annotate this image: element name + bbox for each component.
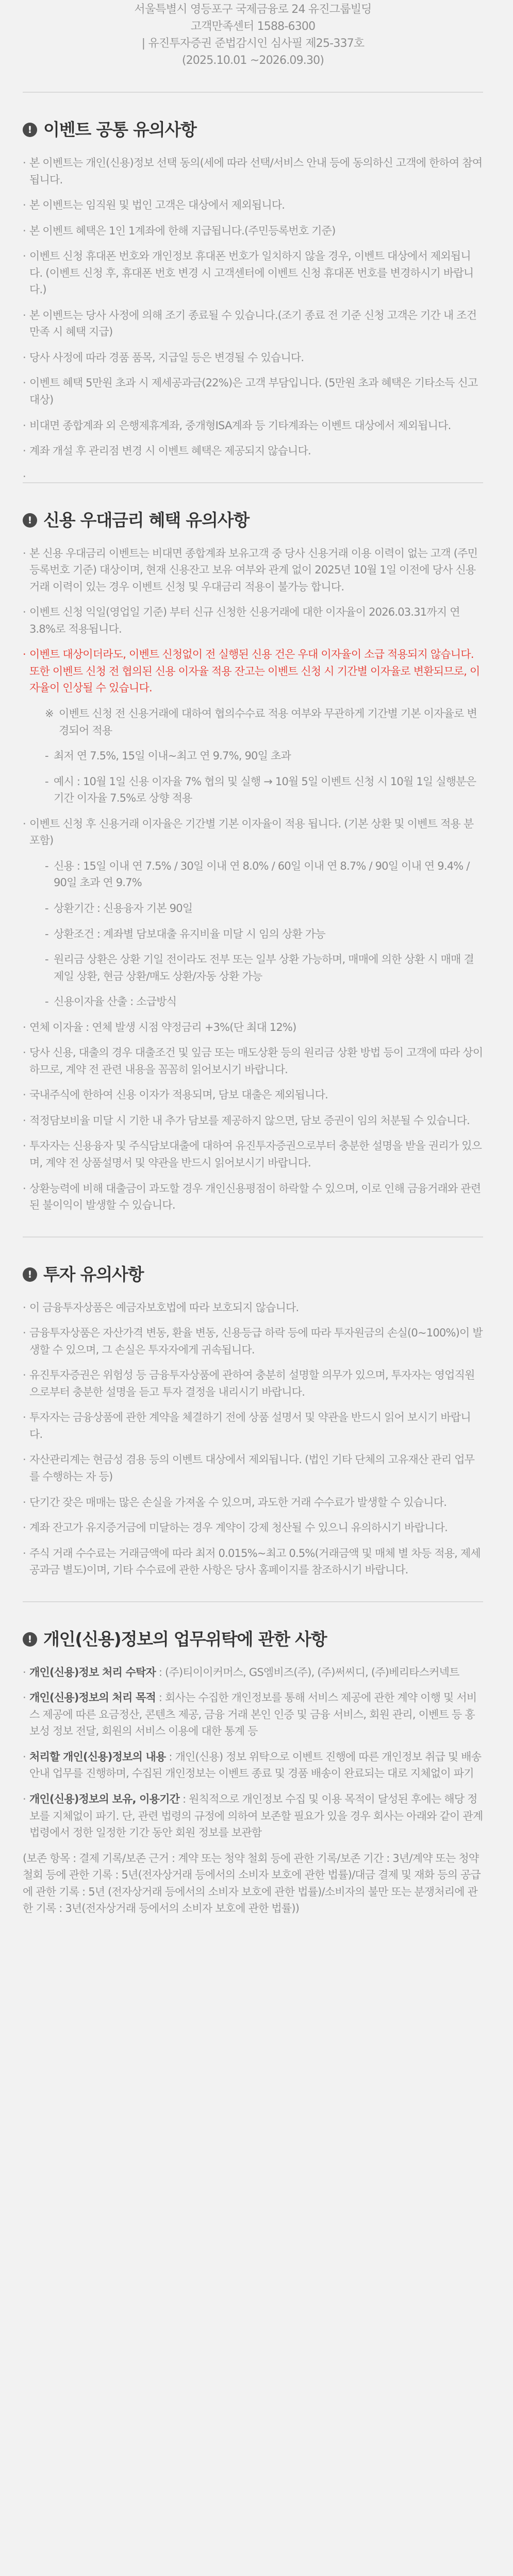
item-label: 개인(신용)정보 처리 수탁자 bbox=[29, 1666, 156, 1679]
list-item: · 유진투자증권은 위험성 등 금융투자상품에 관하여 충분히 설명할 의무가 있으며, 투자자는 영업직원으로부터 충분한 설명을 듣고 투자 결정을 내리시기 바랍니다. bbox=[23, 1367, 483, 1400]
section-title: 개인(신용)정보의 업무위탁에 관한 사항 bbox=[43, 1629, 327, 1649]
exclamation-icon: ! bbox=[23, 513, 37, 528]
item-text: : 개인(신용) 정보 위탁으로 이벤트 진행에 따른 개인정보 취급 및 배송 안내 업무를 진행하며, 수집된 개인정보는 이벤트 종료 및 경품 배송이 완료되는 대로 지체없이 파기 bbox=[29, 1750, 482, 1780]
credit-rate-section bbox=[23, 510, 483, 1214]
note-text: 이벤트 신청 전 신용거래에 대하여 협의수수료 적용 여부와 무관하게 기간별 기본 이자율로 변경되어 적용 bbox=[59, 707, 477, 737]
sub-text: 최저 연 7.5%, 15일 이내~최고 연 9.7%, 90일 초과 bbox=[54, 750, 291, 762]
event-notice-section bbox=[23, 120, 483, 460]
list-item: · 이벤트 신청 익일(영업일 기준) 부터 신규 신청한 신용거래에 대한 이자율이 2026.03.31까지 연 3.8%로 적용됩니다. bbox=[23, 604, 483, 637]
list-item: · 이 금융투자상품은 예금자보호법에 따라 보호되지 않습니다. bbox=[23, 1299, 483, 1316]
section-title: 신용 우대금리 혜택 유의사항 bbox=[43, 510, 250, 530]
list-item: · 이벤트 신청 후 신용거래 이자율은 기간별 기본 이자율이 적용 됩니다. (기본 상환 및 이벤트 적용 분 포함) bbox=[23, 816, 483, 849]
list-item: · 연체 이자율 : 연체 발생 시점 약정금리 +3%(단 최대 12%) bbox=[23, 1019, 483, 1036]
list-item: · 비대면 종합계좌 외 은행제휴계좌, 중개형ISA계좌 등 기타계좌는 이벤트 대상에서 제외됩니다. bbox=[23, 417, 483, 434]
company-address: 서울특별시 영등포구 국제금융로 24 유진그룹빌딩 bbox=[134, 3, 372, 16]
customer-center: 고객만족센터 1588-6300 bbox=[190, 20, 316, 33]
retention-note: (보존 항목 : 결제 기록/보존 근거 : 계약 또는 청약 철회 등에 관한 기록/보존 기간 : 3년/계약 또는 청약 철회 등에 관한 기록 : 5년(전자상거래 등에서의 소비자 보호에 관한 법률)/대금 결제 및 재화 등의 공급에 관한 기록 : 5년 (전자상거래 등에서의 소비자 보호에 관한 법률)/소비자의 불만 또는 분쟁처리에 관한 기록 : 3년(전자상거래 등에서의 소비자 보호에 관한 법률)) bbox=[23, 1852, 481, 1915]
exclamation-icon: ! bbox=[23, 1267, 37, 1282]
list-item bbox=[23, 1749, 483, 1782]
item-text: : 회사는 수집한 개인정보를 통해 서비스 제공에 관한 계약 이행 및 서비스 제공에 따른 요금정산, 콘텐츠 제공, 금융 거래 본인 인증 및 금융 서비스, 회원 관리, 이벤트 등 홍보성 정보 전달, 회원의 서비스 이용에 대한 통계 등 bbox=[29, 1691, 477, 1738]
section-title: 이벤트 공통 유의사항 bbox=[43, 120, 196, 140]
list-item: · 단기간 잦은 매매는 많은 손실을 가져올 수 있으며, 과도한 거래 수수료가 발생할 수 있습니다. bbox=[23, 1494, 483, 1511]
section-header bbox=[23, 120, 483, 140]
exclamation-icon: ! bbox=[23, 123, 37, 137]
list-item bbox=[23, 1664, 483, 1681]
list-item: · 본 신용 우대금리 이벤트는 비대면 종합계좌 보유고객 중 당사 신용거래 이용 이력이 없는 고객 (주민등록번호 기준) 대상이며, 현재 신용잔고 보유 여부와 관계 없이 2025년 10월 1일 이전에 당사 신용 거래 이력이 있는 경우 이벤트 신청 및 우대금리 적용이 불가능 합니다. bbox=[23, 545, 483, 596]
item-label: 처리할 개인(신용)정보의 내용 bbox=[29, 1750, 166, 1763]
dash-mark: - bbox=[45, 859, 48, 872]
list-item: · 이벤트 혜택 5만원 초과 시 제세공과금(22%)은 고객 부담입니다. (5만원 초과 혜택은 기타소득 신고 대상) bbox=[23, 375, 483, 408]
list-item: · 금융투자상품은 자산가격 변동, 환율 변동, 신용등급 하락 등에 따라 투자원금의 손실(0~100%)이 발생할 수 있으며, 그 손실은 투자자에게 귀속됩니다. bbox=[23, 1325, 483, 1358]
list-item: · 이벤트 신청 휴대폰 번호와 개인정보 휴대폰 번호가 일치하지 않을 경우, 이벤트 대상에서 제외됩니다. (이벤트 신청 후, 휴대폰 번호 변경 시 고객센터에 이벤트 신청 휴대폰 번호를 변경하시기 바랍니다.) bbox=[23, 248, 483, 298]
list-item: · 주식 거래 수수료는 거래금액에 따라 최저 0.015%~최고 0.5%(거래금액 및 매체 별 차등 적용, 제세공과금 별도)이며, 기타 수수료에 관한 사항은 당사 홈페이지를 참조하시기 바랍니다. bbox=[23, 1545, 483, 1579]
item-text: : 원칙적으로 개인정보 수집 및 이용 목적이 달성된 후에는 해당 정보를 지체없이 파기. 단, 관련 법령의 규정에 의하여 보존할 필요가 있을 경우 회사는 아래와 같이 관계 법령에서 정한 일정한 기간 동안 회원 정보를 보관함 bbox=[29, 1793, 483, 1839]
sub-item bbox=[23, 900, 483, 917]
dash-mark: - bbox=[45, 995, 48, 1008]
sub-item bbox=[23, 748, 483, 765]
list-item: · 본 이벤트 혜택은 1인 1계좌에 한해 지급됩니다.(주민등록번호 기준) bbox=[23, 223, 483, 240]
company-info bbox=[23, 0, 483, 69]
list-item: · 본 이벤트는 개인(신용)정보 선택 동의(세에 따라 선택/서비스 안내 등에 동의하신 고객에 한하여 참여됩니다. bbox=[23, 155, 483, 188]
warning-item: · 이벤트 대상이더라도, 이벤트 신청없이 전 실행된 신용 건은 우대 이자율이 소급 적용되지 않습니다. 또한 이벤트 신청 전 협의된 신용 이자율 적용 잔고는 이벤트 신청 시 기간별 이자율로 변환되므로, 이자율이 인상될 수 있습니다. bbox=[23, 646, 483, 697]
note-mark: ※ bbox=[45, 707, 54, 720]
dash-mark: - bbox=[45, 902, 48, 914]
sub-item bbox=[23, 858, 483, 891]
exclamation-icon: ! bbox=[23, 1632, 37, 1647]
list-item: · 자산관리계는 현금성 겸용 등의 이벤트 대상에서 제외됩니다. (법인 기타 단체의 고유재산 관리 업무를 수행하는 자 등) bbox=[23, 1451, 483, 1485]
section-header bbox=[23, 1264, 483, 1285]
list-item: · 계좌 잔고가 유지증거금에 미달하는 경우 계약이 강제 청산될 수 있으니 유의하시기 바랍니다. bbox=[23, 1519, 483, 1536]
compliance-number: | 유진투자증권 준법감시인 심사필 제25-337호 bbox=[141, 37, 365, 50]
list-item: · 당사 신용, 대출의 경우 대출조건 및 잎금 또는 매도상환 등의 원리금 상환 방법 등이 고객에 따라 상이하므로, 계약 전 관련 내용을 꼼꼼히 읽어보시기 바랍니다. bbox=[23, 1044, 483, 1078]
section-header bbox=[23, 510, 483, 531]
sub-item bbox=[23, 993, 483, 1010]
dash-mark: - bbox=[45, 927, 48, 940]
list-item: · 적정담보비율 미달 시 기한 내 추가 담보를 제공하지 않으면, 담보 증권이 임의 처분될 수 있습니다. bbox=[23, 1112, 483, 1129]
divider bbox=[23, 482, 483, 483]
list-item bbox=[23, 1791, 483, 1841]
dash-mark: - bbox=[45, 750, 48, 762]
list-item: · 투자자는 금융상품에 관한 계약을 체결하기 전에 상품 설명서 및 약관을 반드시 읽어 보시기 바랍니다. bbox=[23, 1409, 483, 1443]
sub-item bbox=[23, 926, 483, 943]
dash-mark: - bbox=[45, 953, 48, 966]
sub-text: 원리금 상환은 상환 기일 전이라도 전부 또는 일부 상환 가능하며, 매매에 의한 상환 시 매매 결제일 상환, 현금 상환/매도 상환/자동 상환 가능 bbox=[54, 953, 474, 982]
sub-item bbox=[23, 773, 483, 807]
item-text: : (주)티이이커머스, GS엠비즈(주), (주)써씨디, (주)베리타스커넥트 bbox=[155, 1666, 459, 1679]
list-item: · 본 이벤트는 당사 사정에 의해 조기 종료될 수 있습니다.(조기 종료 전 기준 신청 고객은 기간 내 조건 만족 시 혜택 지급) bbox=[23, 307, 483, 341]
sub-text: 예시 : 10월 1일 신용 이자율 7% 협의 및 실행 → 10월 5일 이벤트 신청 시 10월 1일 실행분은 기간 이자율 7.5%로 상향 적용 bbox=[54, 775, 476, 805]
section-title: 투자 유의사항 bbox=[43, 1264, 144, 1284]
note-item bbox=[23, 705, 483, 739]
validity-period: (2025.10.01 ~2026.09.30) bbox=[181, 54, 324, 67]
dash-mark: - bbox=[45, 775, 48, 788]
list-item: · 당사 사정에 따라 경품 품목, 지급일 등은 변경될 수 있습니다. bbox=[23, 349, 483, 366]
sub-text: 상환조건 : 계좌별 담보대출 유지비율 미달 시 임의 상환 가능 bbox=[54, 927, 325, 940]
divider bbox=[23, 92, 483, 93]
item-label: 개인(신용)정보의 처리 목적 bbox=[29, 1691, 156, 1704]
list-item: · 본 이벤트는 임직원 및 법인 고객은 대상에서 제외됩니다. bbox=[23, 197, 483, 214]
list-item: · 투자자는 신용융자 및 주식담보대출에 대하여 유진투자증권으로부터 충분한 설명을 받을 권리가 있으며, 계약 전 상품설명서 및 약관을 반드시 읽어보시기 바랍니다. bbox=[23, 1138, 483, 1171]
investment-notice-section bbox=[23, 1264, 483, 1579]
sub-text: 신용 : 15일 이내 연 7.5% / 30일 이내 연 8.0% / 60일 이내 연 8.7% / 90일 이내 연 9.4% / 90일 초과 연 9.7% bbox=[54, 859, 470, 889]
sub-text: 상환기간 : 신용융자 기본 90일 bbox=[54, 902, 193, 914]
item-label: 개인(신용)정보의 보유, 이용기간 bbox=[29, 1793, 180, 1805]
list-item: · 상환능력에 비해 대출금이 과도할 경우 개인신용평점이 하락할 수 있으며, 이로 인해 금융거래와 관련된 불이익이 발생할 수 있습니다. bbox=[23, 1180, 483, 1214]
privacy-outsourcing-section bbox=[23, 1629, 483, 1917]
list-item: · 국내주식에 한하여 신용 이자가 적용되며, 담보 대출은 제외됩니다. bbox=[23, 1087, 483, 1104]
list-item: · 계좌 개설 후 관리점 변경 시 이벤트 혜택은 제공되지 않습니다. bbox=[23, 443, 483, 460]
divider bbox=[23, 1236, 483, 1238]
divider bbox=[23, 1601, 483, 1602]
sub-item bbox=[23, 951, 483, 985]
section-header bbox=[23, 1629, 483, 1650]
sub-text: 신용이자율 산출 : 소급방식 bbox=[54, 995, 177, 1008]
list-item bbox=[23, 1689, 483, 1740]
